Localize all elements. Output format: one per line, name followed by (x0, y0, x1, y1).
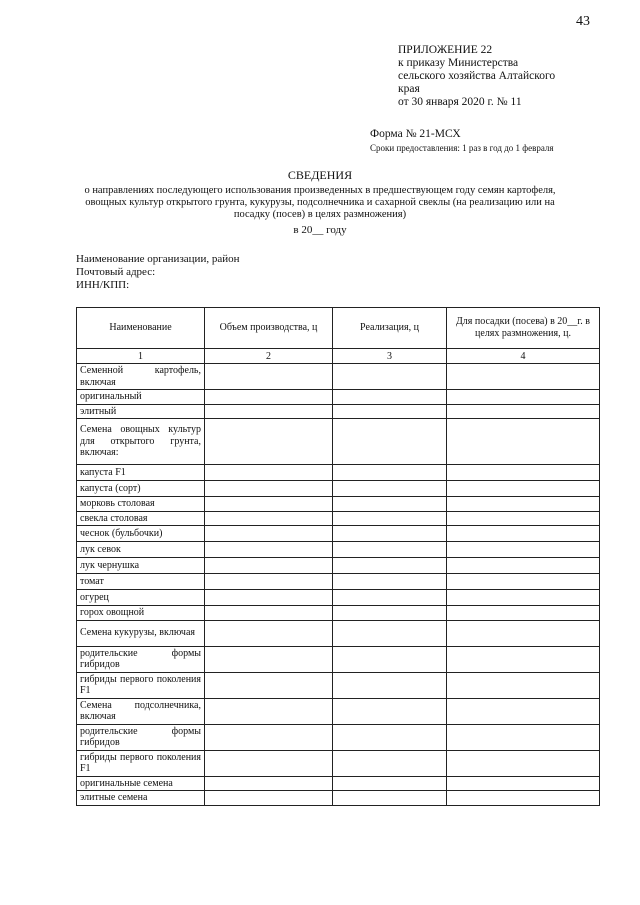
sales-cell[interactable] (333, 791, 447, 806)
row-name: элитные семена (77, 791, 205, 806)
planting-cell[interactable] (447, 511, 600, 526)
row-name: элитный (77, 404, 205, 419)
planting-cell[interactable] (447, 672, 600, 698)
header-production-volume: Объем производства, ц (205, 308, 333, 349)
organization-info (76, 253, 240, 292)
production-cell[interactable] (205, 558, 333, 574)
column-number-row (77, 349, 600, 364)
annex-date: от 30 января 2020 г. № 11 (398, 96, 522, 108)
production-cell[interactable] (205, 390, 333, 405)
sales-cell[interactable] (333, 404, 447, 419)
row-name: оригинальный (77, 390, 205, 405)
sales-cell[interactable] (333, 672, 447, 698)
table-row (77, 672, 600, 698)
planting-cell[interactable] (447, 419, 600, 465)
table-row (77, 526, 600, 542)
production-cell[interactable] (205, 724, 333, 750)
sales-cell[interactable] (333, 364, 447, 390)
table-row (77, 497, 600, 512)
planting-cell[interactable] (447, 390, 600, 405)
production-cell[interactable] (205, 497, 333, 512)
production-cell[interactable] (205, 750, 333, 776)
row-name: лук чернушка (77, 558, 205, 574)
production-cell[interactable] (205, 606, 333, 621)
column-number: 4 (447, 349, 600, 364)
planting-cell[interactable] (447, 558, 600, 574)
table-row (77, 750, 600, 776)
production-cell[interactable] (205, 404, 333, 419)
sales-cell[interactable] (333, 481, 447, 497)
org-name-label: Наименование организации, район (76, 253, 240, 265)
planting-cell[interactable] (447, 481, 600, 497)
table-row (77, 590, 600, 606)
table-row (77, 364, 600, 390)
row-name: капуста (сорт) (77, 481, 205, 497)
production-cell[interactable] (205, 364, 333, 390)
table-row (77, 419, 600, 465)
table-row (77, 390, 600, 405)
table-header-row (77, 308, 600, 349)
planting-cell[interactable] (447, 606, 600, 621)
sales-cell[interactable] (333, 646, 447, 672)
annex-line: края (398, 83, 420, 95)
sales-cell[interactable] (333, 698, 447, 724)
row-name: Семенной картофель, включая (77, 364, 205, 390)
production-cell[interactable] (205, 465, 333, 481)
table-row (77, 465, 600, 481)
table-row (77, 542, 600, 558)
table-row (77, 620, 600, 646)
production-cell[interactable] (205, 646, 333, 672)
sales-cell[interactable] (333, 542, 447, 558)
planting-cell[interactable] (447, 404, 600, 419)
production-cell[interactable] (205, 526, 333, 542)
row-name: чеснок (бульбочки) (77, 526, 205, 542)
production-cell[interactable] (205, 698, 333, 724)
production-cell[interactable] (205, 672, 333, 698)
planting-cell[interactable] (447, 590, 600, 606)
postal-address-label: Почтовый адрес: (76, 266, 156, 278)
sales-cell[interactable] (333, 526, 447, 542)
form-number: Форма № 21-МСХ (370, 128, 461, 140)
planting-cell[interactable] (447, 620, 600, 646)
table-row (77, 791, 600, 806)
planting-cell[interactable] (447, 497, 600, 512)
sales-cell[interactable] (333, 776, 447, 791)
table-row (77, 646, 600, 672)
row-name: оригинальные семена (77, 776, 205, 791)
table-row (77, 404, 600, 419)
column-number: 1 (77, 349, 205, 364)
production-cell[interactable] (205, 791, 333, 806)
annex-block (398, 44, 555, 109)
sales-cell[interactable] (333, 558, 447, 574)
row-name: огурец (77, 590, 205, 606)
sales-cell[interactable] (333, 574, 447, 590)
row-name: морковь столовая (77, 497, 205, 512)
row-name: Семена кукурузы, включая (77, 620, 205, 646)
sales-cell[interactable] (333, 590, 447, 606)
table-row (77, 558, 600, 574)
sales-cell[interactable] (333, 511, 447, 526)
column-number: 2 (205, 349, 333, 364)
sales-cell[interactable] (333, 390, 447, 405)
document-title: СВЕДЕНИЯ (287, 168, 353, 182)
table-row (77, 511, 600, 526)
sales-cell[interactable] (333, 465, 447, 481)
document-subtitle: о направлениях последующего использования произведенных в предшествующем году семян картофеля, овощных культур открытого грунта, кукурузы, подсолнечника и сахарной свеклы (на реализацию или на посадку (посев) в целях размножения) (84, 185, 556, 220)
production-cell[interactable] (205, 776, 333, 791)
row-name: родительские формы гибридов (77, 646, 205, 672)
planting-cell[interactable] (447, 698, 600, 724)
sales-cell[interactable] (333, 750, 447, 776)
row-name: родительские формы гибридов (77, 724, 205, 750)
planting-cell[interactable] (447, 364, 600, 390)
table-row (77, 481, 600, 497)
planting-cell[interactable] (447, 542, 600, 558)
planting-cell[interactable] (447, 465, 600, 481)
header-planting: Для посадки (посева) в 20__г. в целях размножения, ц. (447, 308, 600, 349)
row-name: капуста F1 (77, 465, 205, 481)
row-name: горох овощной (77, 606, 205, 621)
sales-cell[interactable] (333, 419, 447, 465)
sales-cell[interactable] (333, 606, 447, 621)
header-sales: Реализация, ц (333, 308, 447, 349)
header-name: Наименование (77, 308, 205, 349)
production-cell[interactable] (205, 574, 333, 590)
production-cell[interactable] (205, 590, 333, 606)
annex-line: к приказу Министерства (398, 57, 519, 69)
report-table (76, 307, 600, 806)
production-cell[interactable] (205, 419, 333, 465)
planting-cell[interactable] (447, 776, 600, 791)
row-name: Семена овощных культур для открытого грунта, включая: (77, 419, 205, 465)
planting-cell[interactable] (447, 526, 600, 542)
sales-cell[interactable] (333, 724, 447, 750)
table-row (77, 574, 600, 590)
row-name: Семена подсолнечника, включая (77, 698, 205, 724)
row-name: томат (77, 574, 205, 590)
production-cell[interactable] (205, 481, 333, 497)
table-row (77, 606, 600, 621)
row-name: гибриды первого поколения F1 (77, 672, 205, 698)
inn-kpp-label: ИНН/КПП: (76, 279, 130, 291)
planting-cell[interactable] (447, 574, 600, 590)
production-cell[interactable] (205, 620, 333, 646)
sales-cell[interactable] (333, 497, 447, 512)
planting-cell[interactable] (447, 646, 600, 672)
row-name: гибриды первого поколения F1 (77, 750, 205, 776)
annex-line: сельского хозяйства Алтайского (398, 70, 556, 82)
row-name: лук севок (77, 542, 205, 558)
planting-cell[interactable] (447, 750, 600, 776)
annex-title: ПРИЛОЖЕНИЕ 22 (398, 44, 493, 56)
planting-cell[interactable] (447, 791, 600, 806)
page-number: 43 (576, 14, 590, 29)
form-deadline: Сроки предоставления: 1 раз в год до 1 февраля (370, 143, 554, 153)
production-cell[interactable] (205, 511, 333, 526)
table-row (77, 698, 600, 724)
column-number: 3 (333, 349, 447, 364)
sales-cell[interactable] (333, 620, 447, 646)
production-cell[interactable] (205, 542, 333, 558)
table-row (77, 776, 600, 791)
year-line: в 20__ году (293, 224, 347, 236)
row-name: свекла столовая (77, 511, 205, 526)
planting-cell[interactable] (447, 724, 600, 750)
table-row (77, 724, 600, 750)
